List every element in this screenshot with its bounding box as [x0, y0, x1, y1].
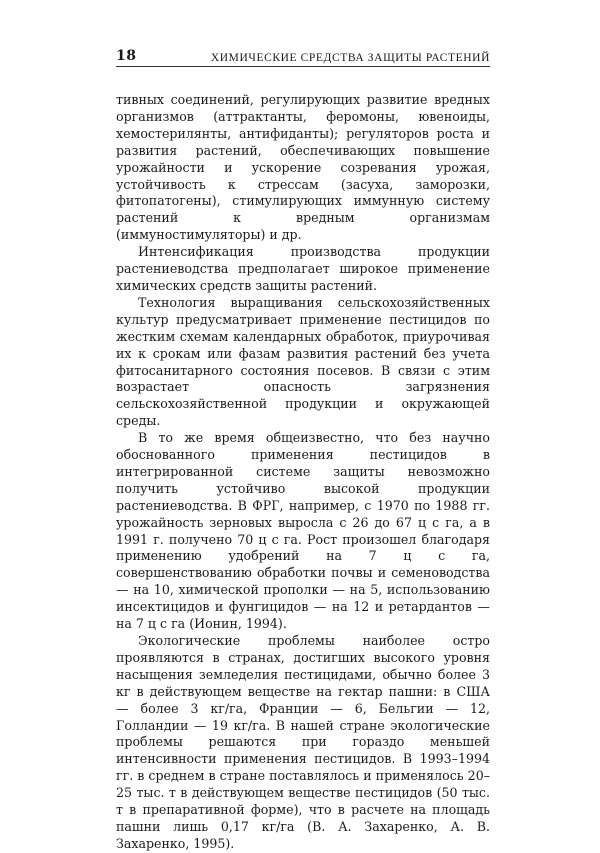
paragraph-ecological-problems: Экологические проблемы наиболее остро проявляются в странах, достигших высокого уровня насыщения земледелия пестицидами, обычно более 3 кг в действующем веществе на гектар пашни: в США — более 3 кг/га, Франции — 6, Бельгии — 12, Голландии — 19 кг/га. В нашей стране экологические проблемы решаются при гораздо меньшей интенсивности применения пестицидов. В 1993–1994 гг. в среднем в стране поставлялось и применялось 20–25 тыс. т в действующем веществе пестицидов (50 тыс. т в препаративной форме), что в расчете на площадь пашни лишь 0,17 кг/га (В. А. Захаренко, А. В. Захаренко, 1995).	[116, 633, 490, 851]
running-head	[116, 44, 490, 67]
paragraph-technology: Технология выращивания сельскохозяйственных культур предусматривает применение пестицидов по жестким схемам календарных обработок, приурочивая их к срокам или фазам развития растений без учета фитосанитарного состояния посевов. В связи с этим возрастает опасность загрязнения сельскохозяйственной продукции и окружающей среды.	[116, 294, 490, 429]
page-number: 18	[116, 48, 137, 64]
running-title: ХИМИЧЕСКИЕ СРЕДСТВА ЗАЩИТЫ РАСТЕНИЙ	[210, 52, 490, 64]
paragraph-intensification: Интенсификация производства продукции растениеводства предполагает широкое применение химических средств защиты растений.	[116, 244, 490, 293]
body-text	[116, 92, 490, 853]
paragraph-continuation: тивных соединений, регулирующих развитие вредных организмов (аттрактанты, феромоны, ювеноиды, хемостерилянты, антифиданты); регуляторов роста и развития растений, обеспечивающих повышение урожайности и ускорение созревания урожая, устойчивость к стрессам (засуха, заморозки, фитопатогены), стимулирующих иммунную систему растений к вредным организмам (иммуностимуляторы) и др.	[116, 92, 490, 243]
paragraph-frg-example: В то же время общеизвестно, что без научно обоснованного применения пестицидов в интегрированной системе защиты невозможно получить устойчиво высокой продукции растениеводства. В ФРГ, например, с 1970 по 1988 гг. урожайность зерновых выросла с 26 до 67 ц с га, а в 1991 г. получено 70 ц с га. Рост произошел благодаря применению удобрений на 7 ц с га, совершенствованию обработки почвы и семеноводства — на 10, химической прополки — на 5, использованию инсектицидов и фунгицидов — на 12 и ретардантов — на 7 ц с га (Ионин, 1994).	[116, 430, 490, 632]
